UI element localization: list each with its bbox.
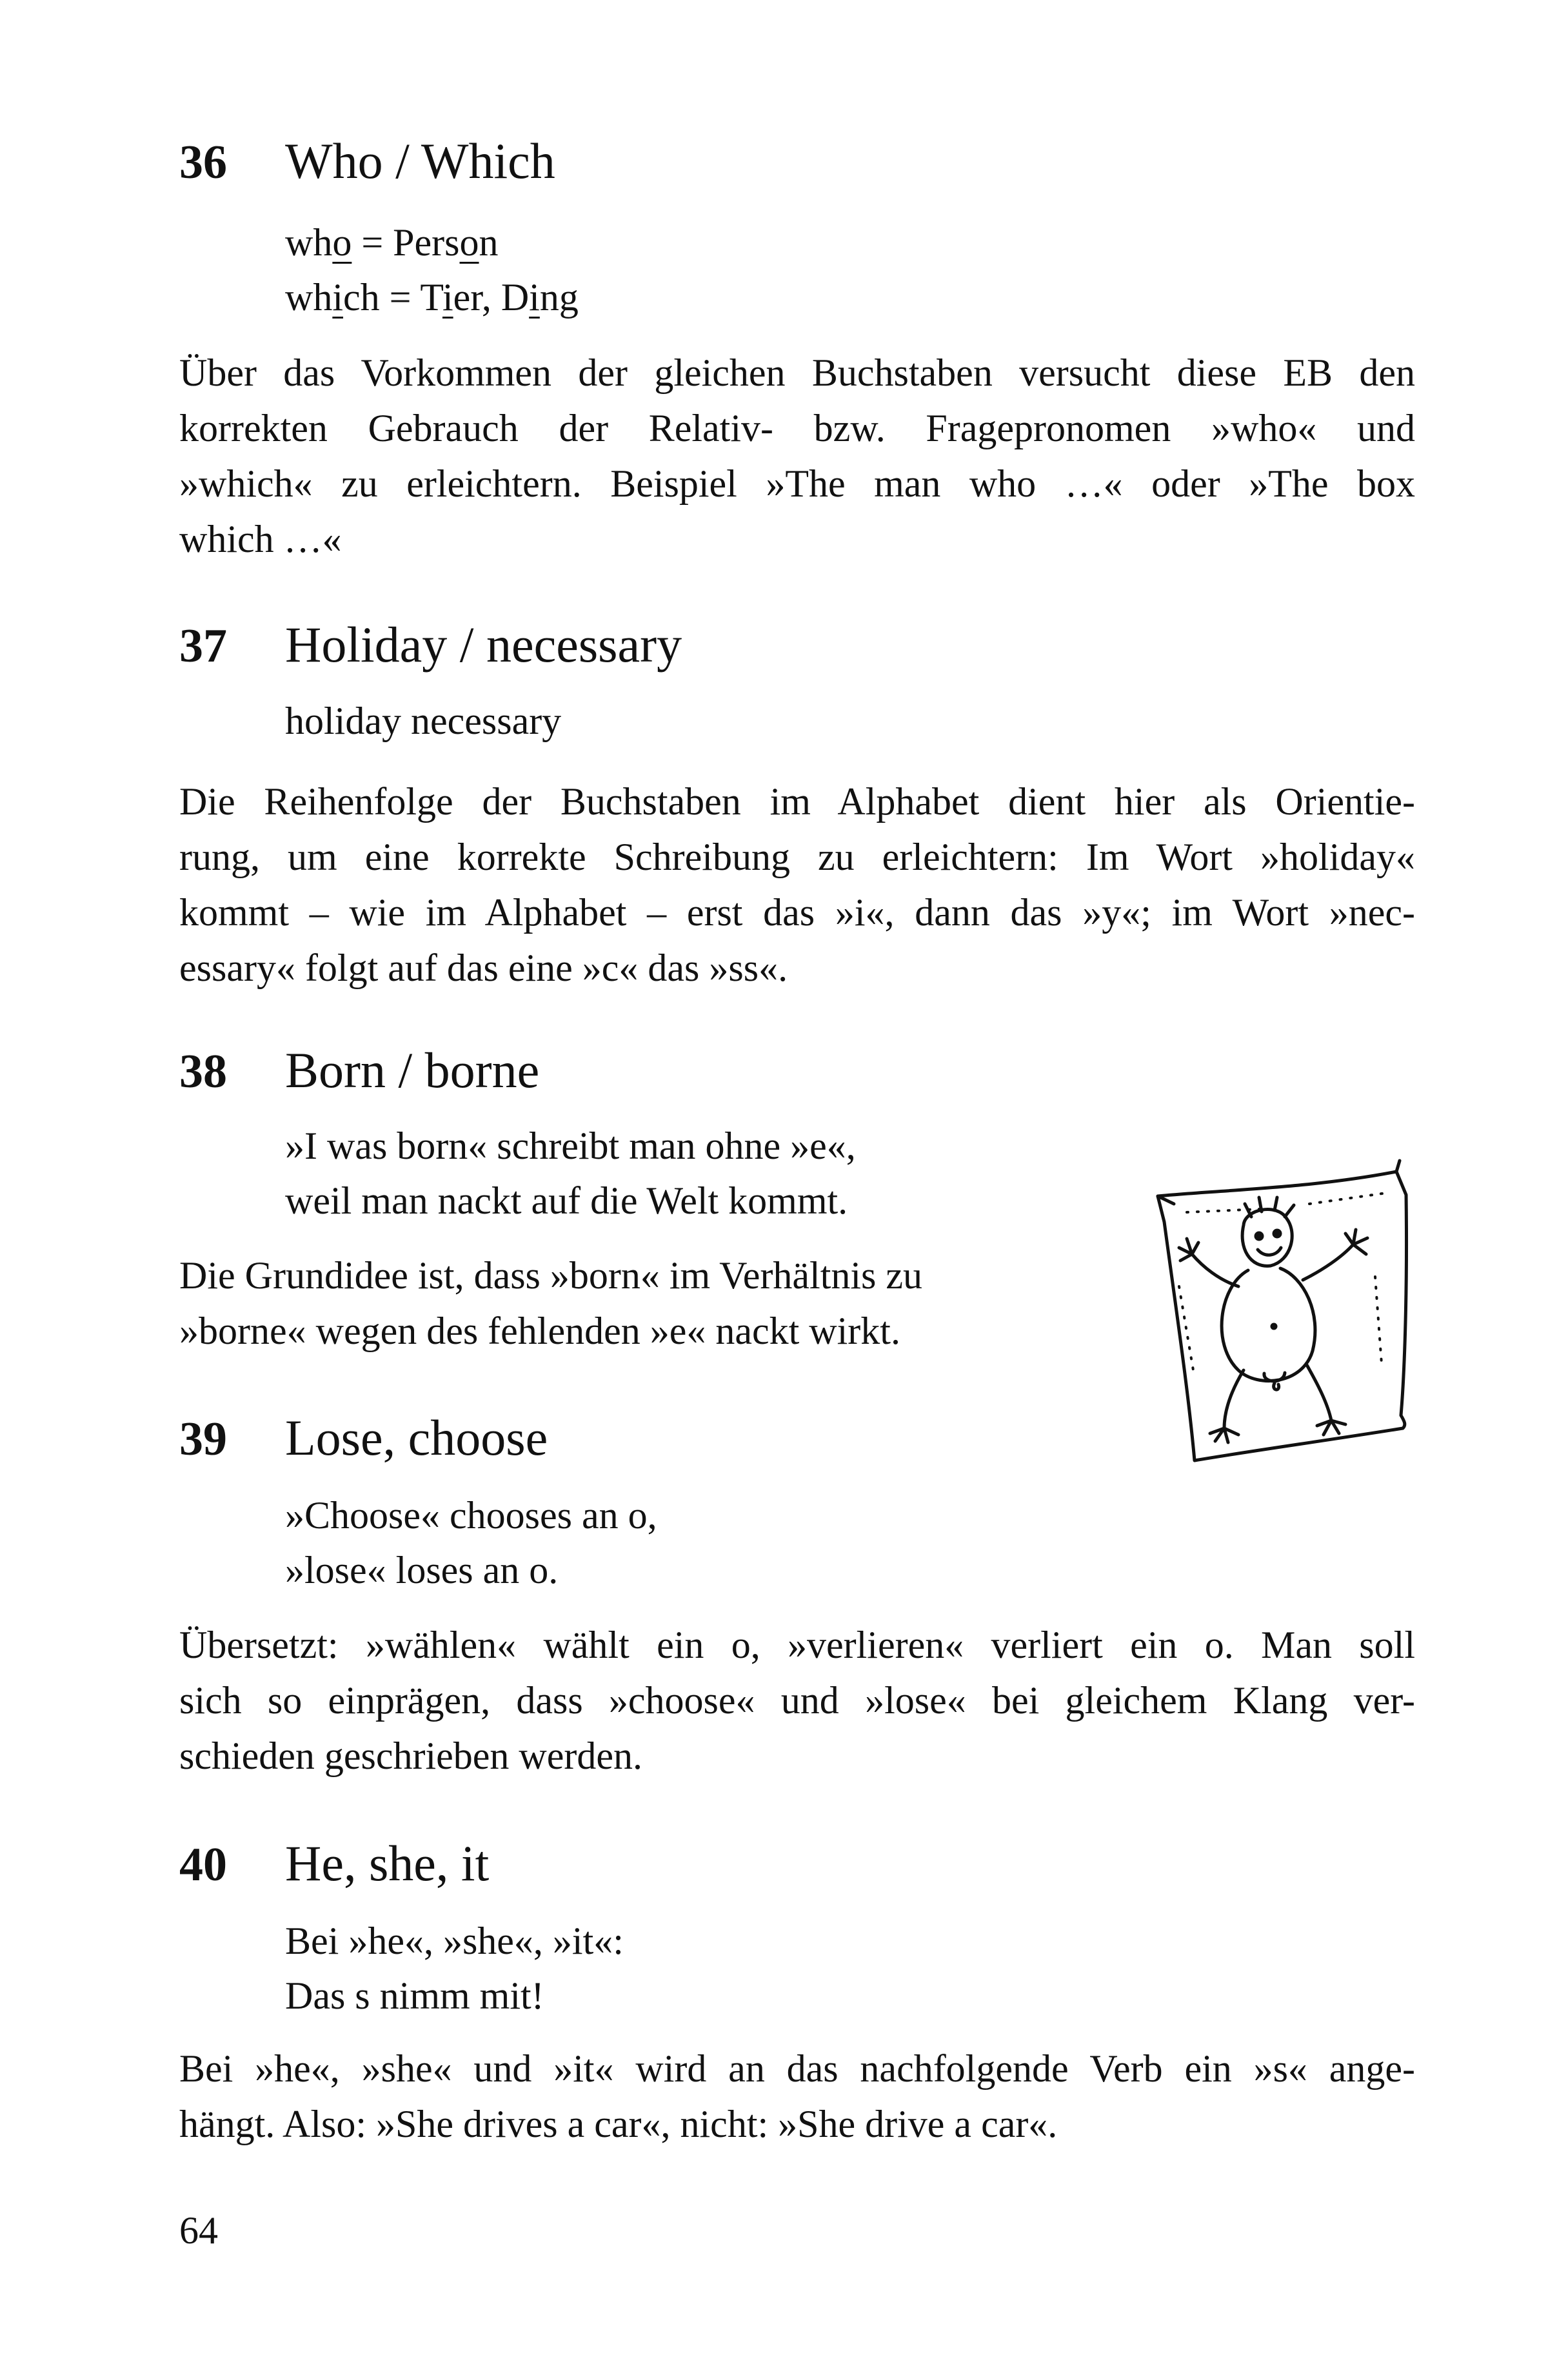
page-number: 64 bbox=[179, 2209, 218, 2252]
entry-38-heading bbox=[179, 1041, 539, 1099]
entry-36-mnemonic bbox=[285, 215, 579, 325]
explanation-line: hängt. Also: »She drives a car«, nicht: »She drive a car«. bbox=[179, 2103, 1058, 2145]
mnemonic-line: »I was born« schreibt man ohne »e«, bbox=[285, 1125, 856, 1167]
entry-39-explanation bbox=[179, 1617, 1415, 1784]
mnemonic-line: who = Person bbox=[285, 221, 499, 264]
entry-number: 40 bbox=[179, 1838, 227, 1891]
entry-number: 38 bbox=[179, 1045, 227, 1098]
entry-37-mnemonic bbox=[285, 694, 561, 749]
explanation-line: »borne« wegen des fehlenden »e« nackt wirkt. bbox=[179, 1310, 900, 1352]
entry-title: Born / borne bbox=[285, 1042, 540, 1098]
mnemonic-line: holiday necessary bbox=[285, 700, 562, 742]
explanation-line: Die Grundidee ist, dass »born« im Verhältnis zu bbox=[179, 1254, 923, 1297]
entry-39-heading bbox=[179, 1409, 548, 1467]
entry-37-heading bbox=[179, 616, 682, 674]
entry-39-mnemonic bbox=[285, 1488, 657, 1598]
entry-title: Holiday / necessary bbox=[285, 616, 682, 673]
mnemonic-line: Bei »he«, »she«, »it«: bbox=[285, 1920, 624, 1962]
entry-number: 36 bbox=[179, 136, 227, 189]
explanation-line: Übersetzt: »wählen« wählt ein o, »verlieren« verliert ein o. Man soll bbox=[179, 1624, 1415, 1666]
explanation-line: »which« zu erleichtern. Beispiel »The man who …« oder »The box bbox=[179, 462, 1415, 505]
explanation-line: which …« bbox=[179, 518, 342, 560]
mnemonic-line: weil man nackt auf die Welt kommt. bbox=[285, 1179, 848, 1222]
entry-number: 39 bbox=[179, 1413, 227, 1466]
explanation-line: sich so einprägen, dass »choose« und »lose« bei gleichem Klang ver- bbox=[179, 1679, 1415, 1722]
entry-36-heading bbox=[179, 132, 555, 190]
mnemonic-line: Das s nimm mit! bbox=[285, 1974, 544, 2017]
entry-title: Lose, choose bbox=[285, 1410, 548, 1466]
mnemonic-line: »lose« loses an o. bbox=[285, 1549, 559, 1591]
mnemonic-line: »Choose« chooses an o, bbox=[285, 1494, 657, 1537]
explanation-line: schieden geschrieben werden. bbox=[179, 1735, 643, 1777]
entry-40-heading bbox=[179, 1834, 489, 1893]
explanation-line: essary« folgt auf das eine »c« das »ss«. bbox=[179, 947, 788, 989]
entry-title: Who / Which bbox=[285, 133, 555, 189]
explanation-line: rung, um eine korrekte Schreibung zu erleichtern: Im Wort »holiday« bbox=[179, 836, 1415, 878]
entry-36-explanation bbox=[179, 345, 1415, 567]
entry-37-explanation bbox=[179, 774, 1415, 996]
explanation-line: Bei »he«, »she« und »it« wird an das nachfolgende Verb ein »s« ange- bbox=[179, 2047, 1415, 2090]
entry-40-mnemonic bbox=[285, 1914, 624, 2023]
entry-38-mnemonic bbox=[285, 1119, 856, 1228]
explanation-line: Die Reihenfolge der Buchstaben im Alphabet dient hier als Orientie- bbox=[179, 780, 1415, 823]
explanation-line: korrekten Gebrauch der Relativ- bzw. Fragepronomen »who« und bbox=[179, 407, 1415, 449]
entry-title: He, she, it bbox=[285, 1835, 490, 1891]
entry-number: 37 bbox=[179, 620, 227, 673]
naked-baby-on-blanket-icon bbox=[1148, 1157, 1419, 1473]
mnemonic-line: which = Tier, Ding bbox=[285, 276, 579, 319]
explanation-line: Über das Vorkommen der gleichen Buchstaben versucht diese EB den bbox=[179, 351, 1415, 394]
explanation-line: kommt – wie im Alphabet – erst das »i«, dann das »y«; im Wort »nec- bbox=[179, 891, 1415, 934]
entry-40-explanation bbox=[179, 2041, 1415, 2152]
entry-38-explanation bbox=[179, 1248, 1050, 1359]
